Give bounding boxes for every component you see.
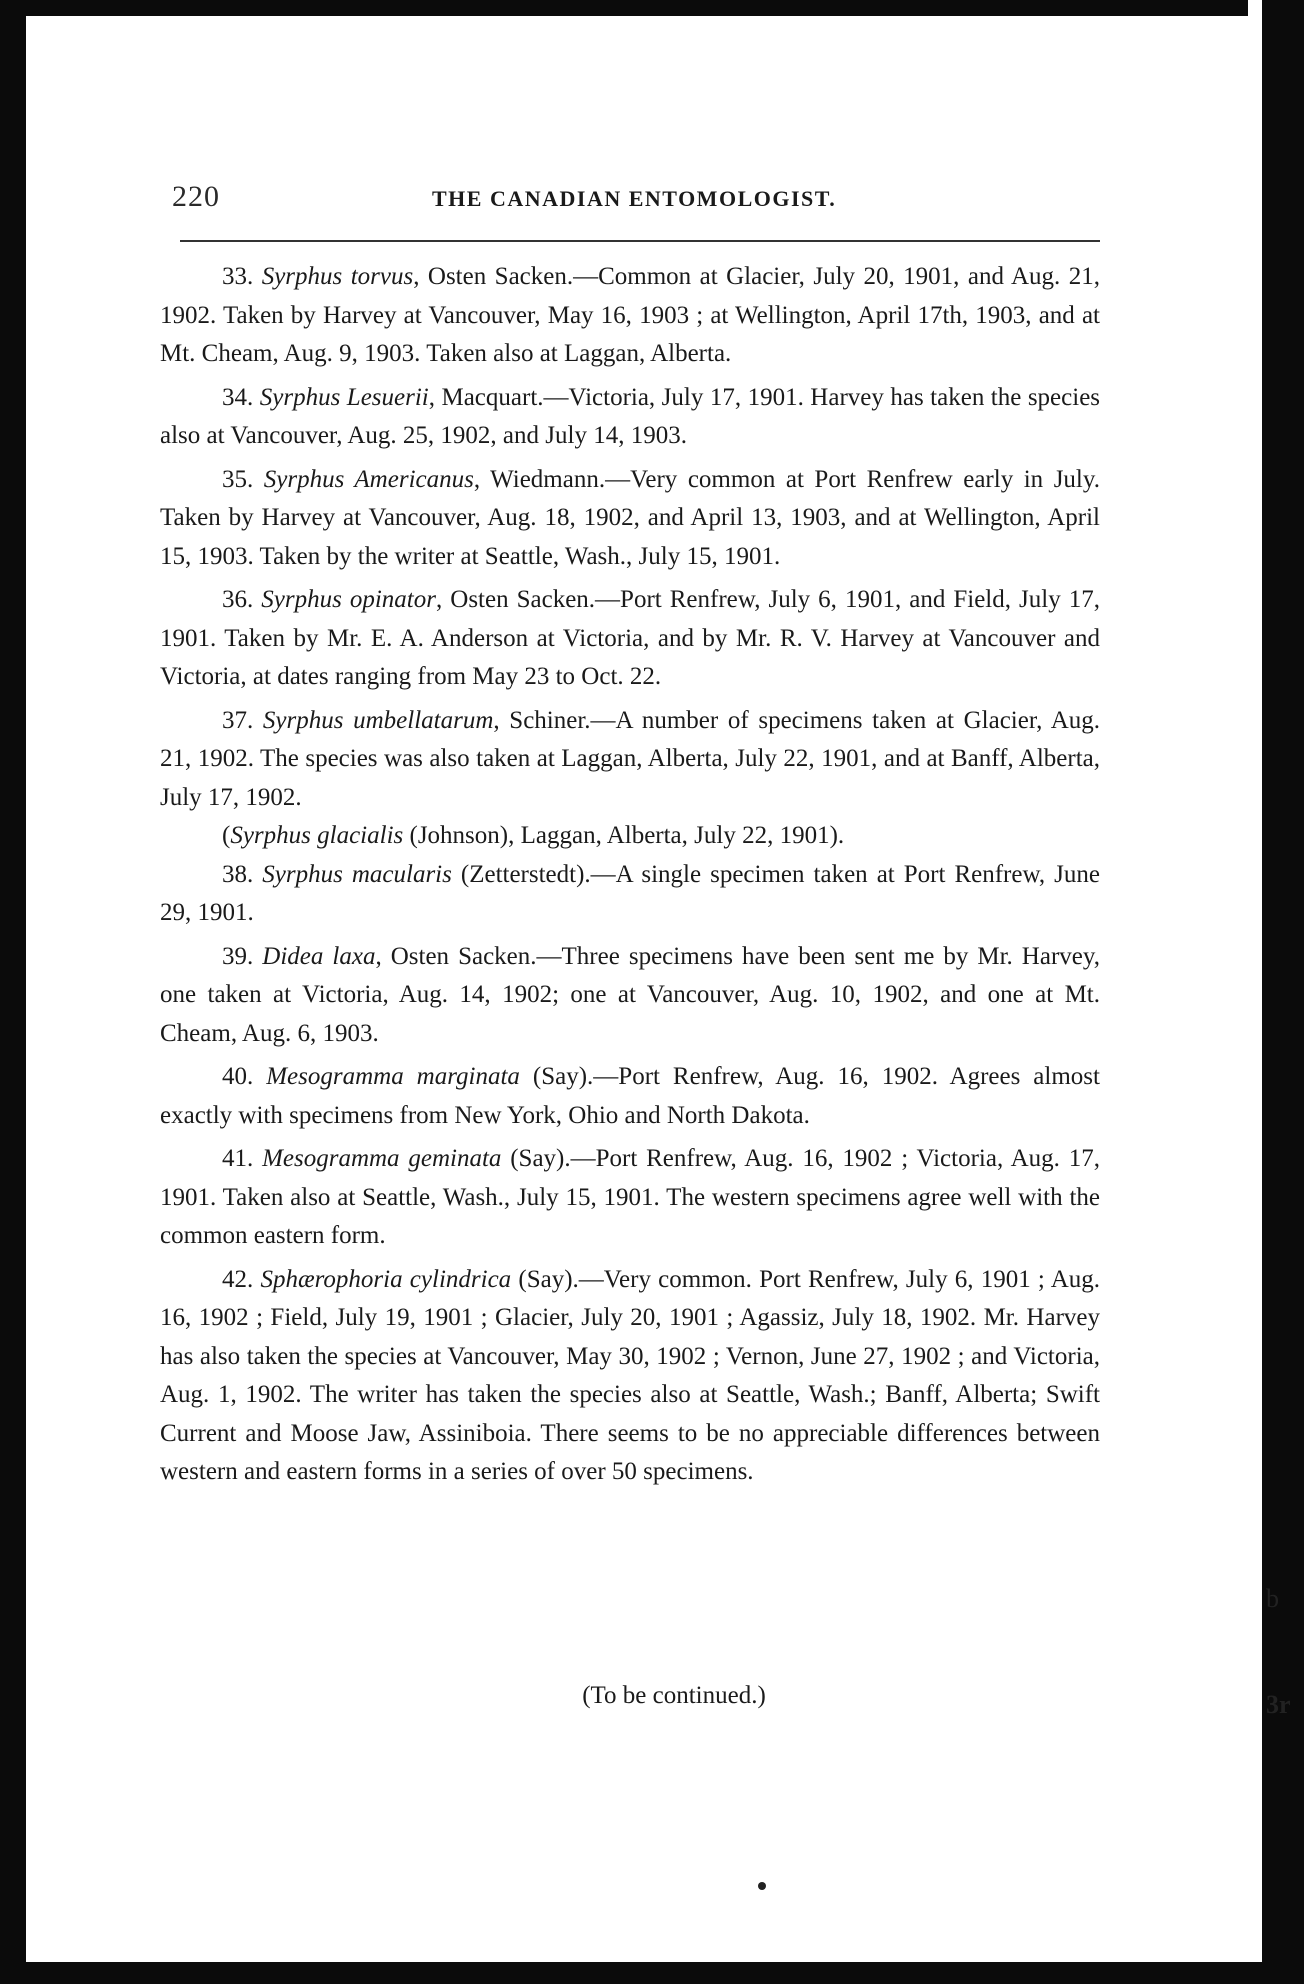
species-name: Syrphus Americanus [263,465,474,493]
scan-bottom-edge [0,1962,1304,1984]
entry-glacialis: (Syrphus glacialis (Johnson), Laggan, Alberta, July 22, 1901). [222,822,845,849]
entry-37: 37. Syrphus umbellatarum, Schiner.—A number of specimens taken at Glacier, Aug. 21, 1902. The species was also taken at Laggan, Alberta, July 22, 1901, and at Banff, Alberta, July 17, 1902. [160,706,1100,811]
running-head: THE CANADIAN ENTOMOLOGIST. [432,186,837,211]
entry-34: 34. Syrphus Lesuerii, Macquart.—Victoria, July 17, 1901. Harvey has taken the species also at Vancouver, Aug. 25, 1902, and July 14, 1903. [160,383,1101,449]
facing-page-strip [1248,0,1262,1984]
facing-page-fragment: 3r [1266,1690,1291,1719]
header-rule [180,240,1100,242]
to-be-continued: (To be continued.) [582,1682,766,1709]
species-name: Syrphus Lesuerii [259,383,429,411]
page-number: 220 [172,180,220,213]
entry-33: 33. Syrphus torvus, Osten Sacken.—Common at Glacier, July 20, 1901, and Aug. 21, 1902. Taken by Harvey at Vancouver, May 16, 1903 ; at Wellington, April 17th, 1903, and at Mt. Cheam, Aug. 9, 1903. Taken also at Laggan, Alberta. [160,263,1100,367]
species-name: Syrphus macularis [262,860,452,888]
entry-40: 40. Mesogramma marginata (Say).—Port Renfrew, Aug. 16, 1902. Agrees almost exactly with specimens from New York, Ohio and North Dakota. [160,1063,1100,1129]
species-name: Syrphus glacialis [230,822,404,849]
species-name: Didea laxa [262,942,376,970]
entry-39: 39. Didea laxa, Osten Sacken.—Three specimens have been sent me by Mr. Harvey, one taken at Victoria, Aug. 14, 1902; one at Vancouver, Aug. 10, 1902, and one at Mt. Cheam, Aug. 6, 1903. [160,942,1101,1047]
body-text [160,258,1100,1497]
entry-36: 36. Syrphus opinator, Osten Sacken.—Port Renfrew, July 6, 1901, and Field, July 17, 1901. Taken by Mr. E. A. Anderson at Victoria, and by Mr. R. V. Harvey at Vancouver and Victoria, at dates ranging from May 23 to Oct. 22. [160,586,1100,690]
scan-speck [758,1882,766,1890]
species-name: Mesogramma marginata [266,1063,520,1090]
entry-41: 41. Mesogramma geminata (Say).—Port Renfrew, Aug. 16, 1902 ; Victoria, Aug. 17, 1901. Taken also at Seattle, Wash., July 15, 1901. The western specimens agree well with the common eastern form. [160,1145,1100,1249]
entry-35: 35. Syrphus Americanus, Wiedmann.—Very common at Port Renfrew early in July. Taken by Harvey at Vancouver, Aug. 18, 1902, and April 13, 1903, and at Wellington, April 15, 1903. Taken by the writer at Seattle, Wash., July 15, 1901. [160,465,1101,570]
species-name: Mesogramma geminata [262,1145,502,1172]
facing-page-fragment: b [1266,1584,1279,1613]
species-name: Syrphus opinator [261,586,436,613]
scan-top-edge [0,0,1304,16]
entry-38: 38. Syrphus macularis (Zetterstedt).—A single specimen taken at Port Renfrew, June 29, 1901. [160,860,1100,926]
species-name: Syrphus torvus [261,263,414,290]
entry-42: 42. Sphærophoria cylindrica (Say).—Very common. Port Renfrew, July 6, 1901 ; Aug. 16, 1902 ; Field, July 19, 1901 ; Glacier, July 20, 1901 ; Agassiz, July 18, 1902. Mr. Harvey has also taken the species at Vancouver, May 30, 1902 ; Vernon, June 27, 1902 ; and Victoria, Aug. 1, 1902. The writer has taken the species also at Seattle, Wash.; Banff, Alberta; Swift Current and Moose Jaw, Assiniboia. There seems to be no appreciable differences between western and eastern forms in a series of over 50 specimens. [160,1265,1100,1485]
species-name: Sphærophoria cylindrica [260,1265,512,1293]
species-name: Syrphus umbellatarum [262,706,494,734]
